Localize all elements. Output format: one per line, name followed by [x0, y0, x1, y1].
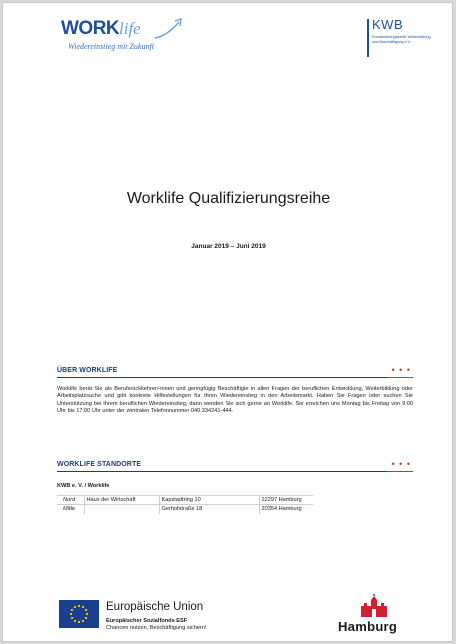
kwb-logo — [367, 19, 437, 69]
location-place — [84, 505, 159, 514]
location-city: 20354 Hamburg — [259, 505, 313, 514]
worklife-tagline: Wiedereinstieg mit Zukunft — [68, 42, 154, 51]
about-section-header — [57, 366, 413, 378]
swoosh-arrow-icon — [153, 18, 185, 40]
kwb-logo-subtitle: Koordinierungsstelle Weiterbildung und Beschäftigung e.V. — [372, 35, 431, 44]
location-area: Nord — [57, 496, 84, 505]
about-dots: • • • — [391, 365, 411, 375]
hamburg-castle-icon — [335, 592, 413, 620]
location-street: Kapstadtring 10 — [159, 496, 259, 505]
locations-table — [57, 495, 313, 514]
worklife-logo-work: WORK — [61, 18, 120, 39]
location-area: Mitte — [57, 505, 84, 514]
eu-slogan: Chancen nutzen, Beschäftigung sichern! — [106, 625, 207, 631]
table-row — [57, 505, 313, 514]
worklife-logo — [61, 18, 191, 56]
locations-dots: • • • — [391, 459, 411, 469]
location-street: Gerhofstraße 18 — [159, 505, 259, 514]
about-paragraph: Worklife berät Sie als Berufsrückkehrer/-innen und geringfügig Beschäftigte in allen Fragen der beruflichen Entwicklung, Weiterbildung oder Arbeitsplatzsuche und gibt konkrete Hilfestellungen für Ihren Wiedereinstieg in den Arbeitsmarkt. Haben Sie Fragen oder suchen Sie Unterstützung bei Ihrem beruflichen Wiedereinstieg, dann wenden Sie sich gerne an Worklife. Sie erreichen uns Montag bis Freitag von 9:00 Uhr bis 17:00 Uhr unter der zentralen Telefonnummer 040 334241-444. — [57, 386, 413, 414]
hamburg-logo — [335, 592, 413, 636]
document-title: Worklife Qualifizierungsreihe — [126, 190, 331, 207]
locations-organization: KWB e. V. / Worklife — [57, 483, 110, 489]
about-accent-rule — [387, 377, 413, 378]
about-heading: ÜBER WORKLIFE — [57, 367, 118, 374]
table-row — [57, 496, 313, 505]
locations-section-header — [57, 460, 413, 472]
kwb-logo-bar — [367, 19, 369, 57]
locations-heading: WORKLIFE STANDORTE — [57, 461, 142, 468]
kwb-logo-title: KWB — [372, 17, 404, 32]
location-city: 22297 Hamburg — [259, 496, 313, 505]
worklife-logo-life: life — [119, 19, 141, 38]
eu-title: Europäische Union — [106, 601, 204, 613]
document-page — [2, 2, 453, 642]
document-date-range: Januar 2019 – Juni 2019 — [191, 243, 266, 250]
eu-flag-icon — [59, 600, 99, 628]
location-place: Haus der Wirtschaft — [84, 496, 159, 505]
locations-accent-rule — [387, 471, 413, 472]
eu-fund: Europäischer Sozialfonds ESF — [106, 618, 188, 624]
hamburg-wordmark: Hamburg — [338, 619, 398, 634]
